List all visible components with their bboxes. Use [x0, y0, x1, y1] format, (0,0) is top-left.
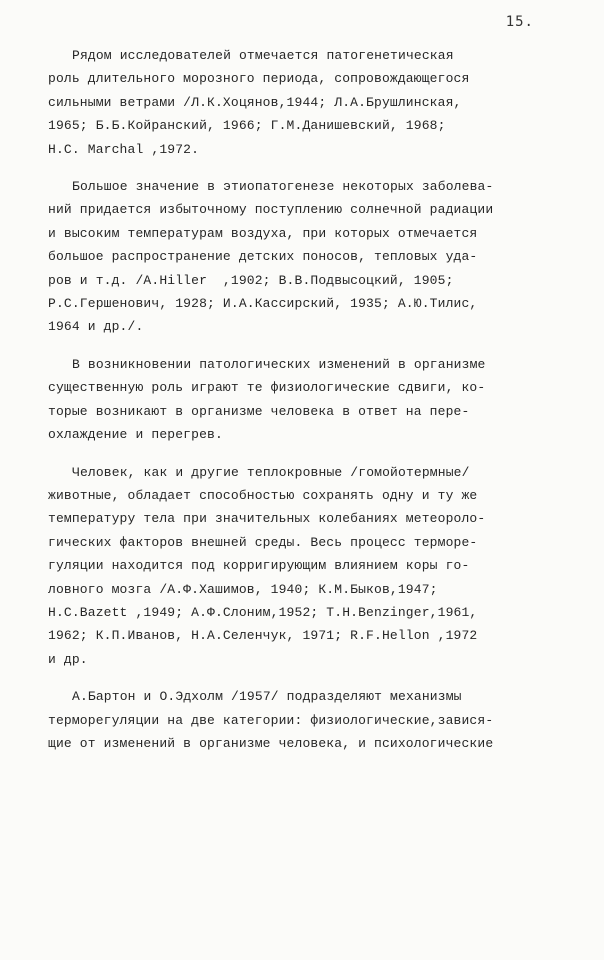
text-line: Рядом исследователей отмечается патогенетическая — [72, 48, 454, 63]
text-line: охлаждение и перегрев. — [48, 427, 223, 443]
text-line: и др. — [48, 651, 88, 667]
text-line: существенную роль играют те физиологические сдвиги, ко- — [48, 380, 486, 396]
text-line: Человек, как и другие теплокровные /гомойотермные/ — [72, 464, 470, 480]
paragraph-gap — [48, 671, 568, 685]
paragraph-1 — [48, 44, 568, 161]
text-line: гических факторов внешней среды. Весь процесс терморе- — [48, 534, 478, 550]
text-line: температуру тела при значительных колебаниях метеороло- — [48, 511, 486, 527]
text-line: 1964 и др./. — [48, 319, 144, 335]
paragraph-gap — [48, 161, 568, 175]
text-line: Р.С.Гершенович, 1928; И.А.Кассирский, 1935; А.Ю.Тилис, — [48, 296, 478, 312]
paragraph-3 — [48, 353, 568, 447]
text-line: ловного мозга /А.Ф.Хашимов, 1940; К.М.Быков,1947; — [48, 581, 438, 597]
text-line: 1965; Б.Б.Койранский, 1966; Г.М.Данишевский, 1968; — [48, 118, 446, 134]
text-line: H.C.Bazett ,1949; А.Ф.Слоним,1952; T.H.Benzinger,1961, — [48, 604, 478, 620]
text-line: и высоким температурам воздуха, при которых отмечается — [48, 225, 478, 241]
text-line: щие от изменений в организме человека, и психологические — [48, 735, 494, 751]
paragraph-gap — [48, 447, 568, 461]
text-line: ний придается избыточному поступлению солнечной радиации — [48, 202, 494, 218]
paragraph-4 — [48, 461, 568, 672]
text-line: ров и т.д. /A.Hiller ,1902; В.В.Подвысоцкий, 1905; — [48, 272, 454, 288]
body-text — [48, 44, 568, 755]
page-number: 15. — [505, 14, 534, 30]
text-line: В возникновении патологических изменений в организме — [72, 356, 486, 372]
paragraph-gap — [48, 339, 568, 353]
text-line: гуляции находится под корригирующим влиянием коры го- — [48, 558, 470, 574]
text-line: сильными ветрами /Л.К.Хоцянов,1944; Л.А.Брушлинская, — [48, 94, 462, 110]
text-line: Большое значение в этиопатогенезе некоторых заболева- — [72, 179, 494, 195]
paragraph-5 — [48, 685, 568, 755]
paragraph-2 — [48, 175, 568, 339]
text-line: терморегуляции на две категории: физиологические,завися- — [48, 712, 494, 728]
text-line: торые возникают в организме человека в ответ на пере- — [48, 403, 470, 419]
text-line: А.Бартон и О.Эдхолм /1957/ подразделяют механизмы — [72, 689, 462, 705]
text-line: животные, обладает способностью сохранять одну и ту же — [48, 487, 478, 503]
text-line: 1962; К.П.Иванов, Н.А.Селенчук, 1971; R.F.Hellon ,1972 — [48, 628, 478, 644]
text-line: большое распространение детских поносов, тепловых уда- — [48, 249, 478, 265]
text-line: Н.С. Marchal ,1972. — [48, 141, 200, 157]
text-line: роль длительного морозного периода, сопровождающегося — [48, 71, 470, 87]
